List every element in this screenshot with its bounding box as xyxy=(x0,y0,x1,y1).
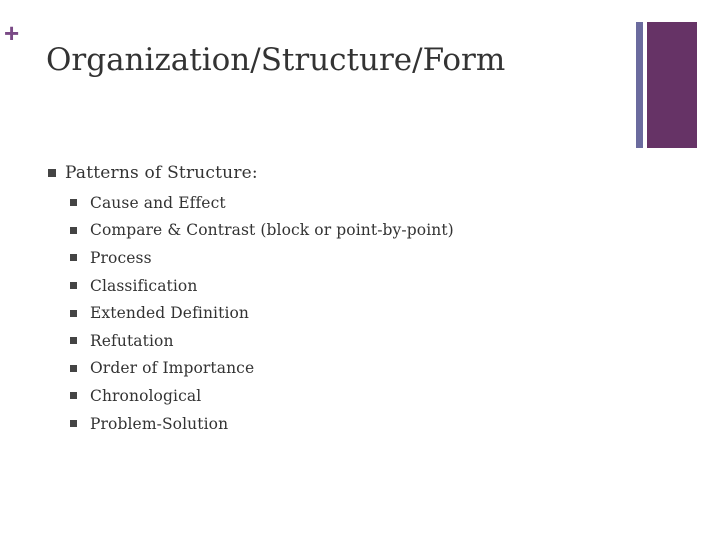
list-heading-text: Patterns of Structure: xyxy=(65,163,258,183)
structure-patterns-list xyxy=(44,189,604,437)
square-bullet-icon xyxy=(70,310,77,317)
accent-bar-thick xyxy=(647,22,697,148)
square-bullet-icon xyxy=(70,282,77,289)
list-item xyxy=(44,327,604,355)
list-item xyxy=(44,244,604,272)
list-item-text: Classification xyxy=(90,276,198,295)
square-bullet-icon xyxy=(70,199,77,206)
list-heading-item xyxy=(44,161,604,185)
list-item xyxy=(44,272,604,300)
accent-bar-thin xyxy=(636,22,643,148)
list-item-text: Chronological xyxy=(90,386,202,405)
square-bullet-icon xyxy=(70,227,77,234)
list-item xyxy=(44,355,604,383)
square-bullet-icon xyxy=(70,420,77,427)
list-item-text: Extended Definition xyxy=(90,304,250,323)
list-item-text: Order of Importance xyxy=(90,359,255,378)
square-bullet-icon xyxy=(70,365,77,372)
list-item xyxy=(44,299,604,327)
square-bullet-icon xyxy=(48,169,56,177)
plus-mark-icon: + xyxy=(4,18,20,48)
square-bullet-icon xyxy=(70,337,77,344)
list-item-text: Refutation xyxy=(90,331,174,350)
list-item xyxy=(44,189,604,217)
list-item-text: Problem-Solution xyxy=(90,414,229,433)
square-bullet-icon xyxy=(70,392,77,399)
list-item-text: Cause and Effect xyxy=(90,193,226,212)
slide-content xyxy=(44,161,604,437)
list-item-text: Compare & Contrast (block or point-by-point) xyxy=(90,221,454,240)
list-item xyxy=(44,382,604,410)
square-bullet-icon xyxy=(70,254,77,261)
list-item-text: Process xyxy=(90,248,152,267)
page-title: Organization/Structure/Form xyxy=(46,42,506,78)
list-item xyxy=(44,410,604,438)
list-item xyxy=(44,217,604,245)
